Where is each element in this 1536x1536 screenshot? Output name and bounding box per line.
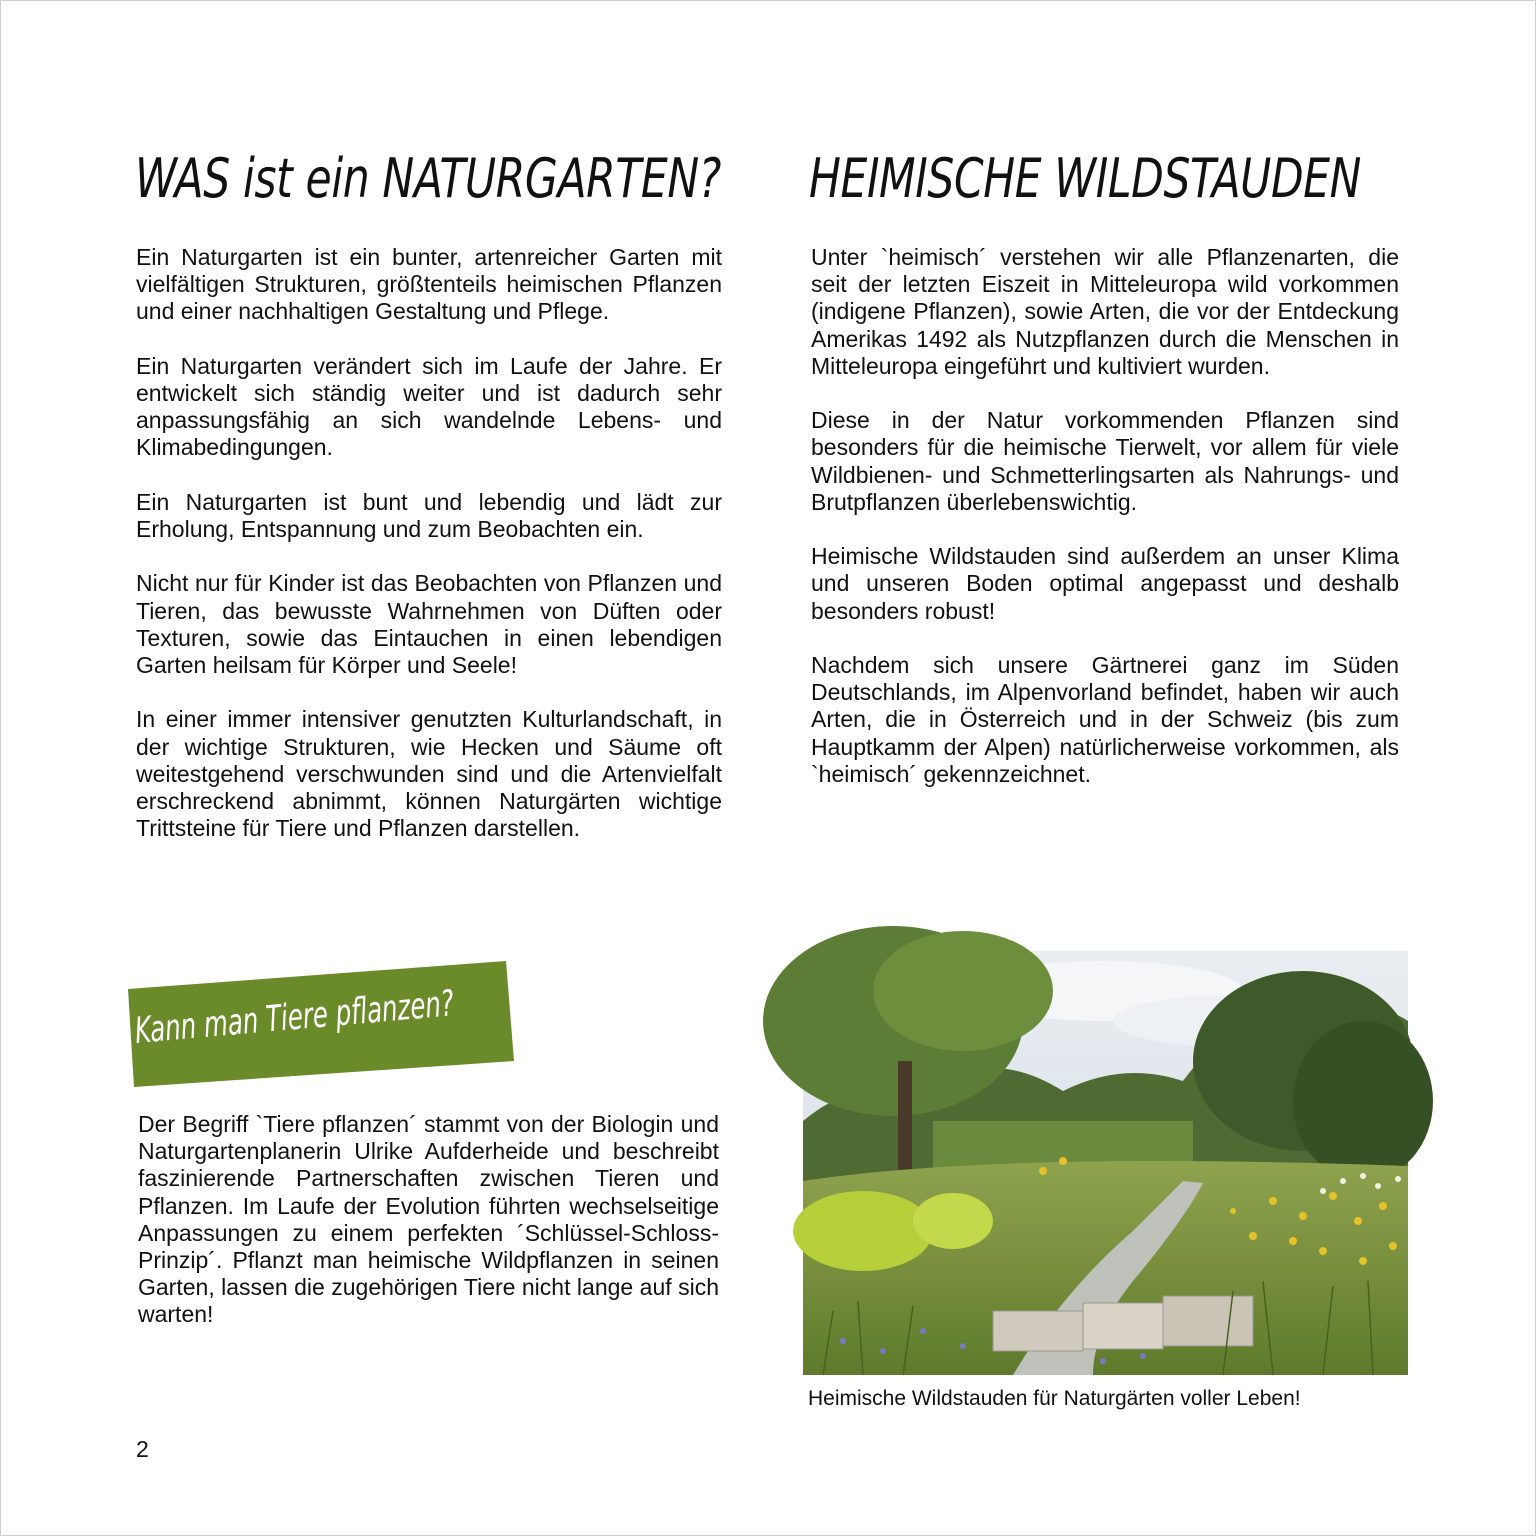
paragraph: Nachdem sich unsere Gärtnerei ganz im Süden Deutschlands, im Alpenvorland befindet, haben wir auch Arten, die in Österreich und in der Schweiz (bis zum Hauptkamm der Alpen) natürlicherweise vorkommen, als `heimisch´ gekennzeichnet. xyxy=(811,652,1399,787)
photo-caption: Heimische Wildstauden für Naturgärten voller Leben! xyxy=(808,1387,1301,1410)
garden-photo xyxy=(803,951,1408,1375)
banner-text: Kann man Tiere pflanzen? xyxy=(133,970,605,1052)
paragraph: Diese in der Natur vorkommenden Pflanzen sind besonders für die heimische Tierwelt, vor allem für viele Wildbienen- und Schmetterlingsarten als Nahrungs- und Brutpflanzen überlebenswichtig. xyxy=(811,407,1399,515)
paragraph: Nicht nur für Kinder ist das Beobachten von Pflanzen und Tieren, das bewusste Wahrnehmen von Düften oder Texturen, sowie das Eintauchen in einen lebendigen Garten heilsam für Körper und Seele! xyxy=(136,570,722,678)
paragraph: Unter `heimisch´ verstehen wir alle Pflanzenarten, die seit der letzten Eiszeit in Mitteleuropa wild vorkommen (indigene Pflanzen), sowie Arten, die vor der Entdeckung Amerikas 1492 als Nutzpflanzen durch die Menschen in Mitteleuropa eingeführt und kultiviert wurden. xyxy=(811,244,1399,379)
paragraph: Ein Naturgarten verändert sich im Laufe der Jahre. Er entwickelt sich ständig weiter und ist dadurch sehr anpassungsfähig an sich wandelnde Lebens- und Klimabedingungen. xyxy=(136,352,722,461)
left-column-text xyxy=(136,244,722,870)
paragraph: Der Begriff `Tiere pflanzen´ stammt von der Biologin und Naturgartenplanerin Ulrike Aufderheide und beschreibt faszinierende Partnerschaften zwischen Tieren und Pflanzen. Im Laufe der Evolution führten wechselseitige Anpassungen zu einem perfekten ´Schlüssel-Schloss-Prinzip´. Pflanzt man heimische Wildpflanzen in seinen Garten, lassen die zugehörigen Tiere nicht lange auf sich warten! xyxy=(138,1111,719,1328)
paragraph: In einer immer intensiver genutzten Kulturlandschaft, in der wichtige Strukturen, wie Hecken und Säume oft weitestgehend verschwunden sind und die Artenvielfalt erschreckend abnimmt, können Naturgärten wichtige Trittsteine für Tiere und Pflanzen darstellen. xyxy=(136,706,722,842)
bottom-left-text xyxy=(138,1111,719,1329)
right-column-text xyxy=(811,244,1399,815)
paragraph: Heimische Wildstauden sind außerdem an unser Klima und unseren Boden optimal angepasst und deshalb besonders robust! xyxy=(811,543,1399,624)
banner-tiere-pflanzen xyxy=(128,961,605,1087)
heading-wildstauden xyxy=(809,141,1409,213)
paragraph: Ein Naturgarten ist ein bunter, artenreicher Garten mit vielfältigen Strukturen, größtenteils heimischen Pflanzen und einer nachhaltigen Gestaltung und Pflege. xyxy=(136,244,722,325)
heading-naturgarten-text: WAS ist ein NATURGARTEN? xyxy=(135,147,721,210)
heading-naturgarten xyxy=(135,141,735,213)
heading-wildstauden-text: HEIMISCHE WILDSTAUDEN xyxy=(809,147,1361,210)
page-number: 2 xyxy=(136,1436,149,1462)
paragraph: Ein Naturgarten ist bunt und lebendig und lädt zur Erholung, Entspannung und zum Beobachten ein. xyxy=(136,488,722,542)
garden-photo-illustration xyxy=(803,951,1408,1375)
